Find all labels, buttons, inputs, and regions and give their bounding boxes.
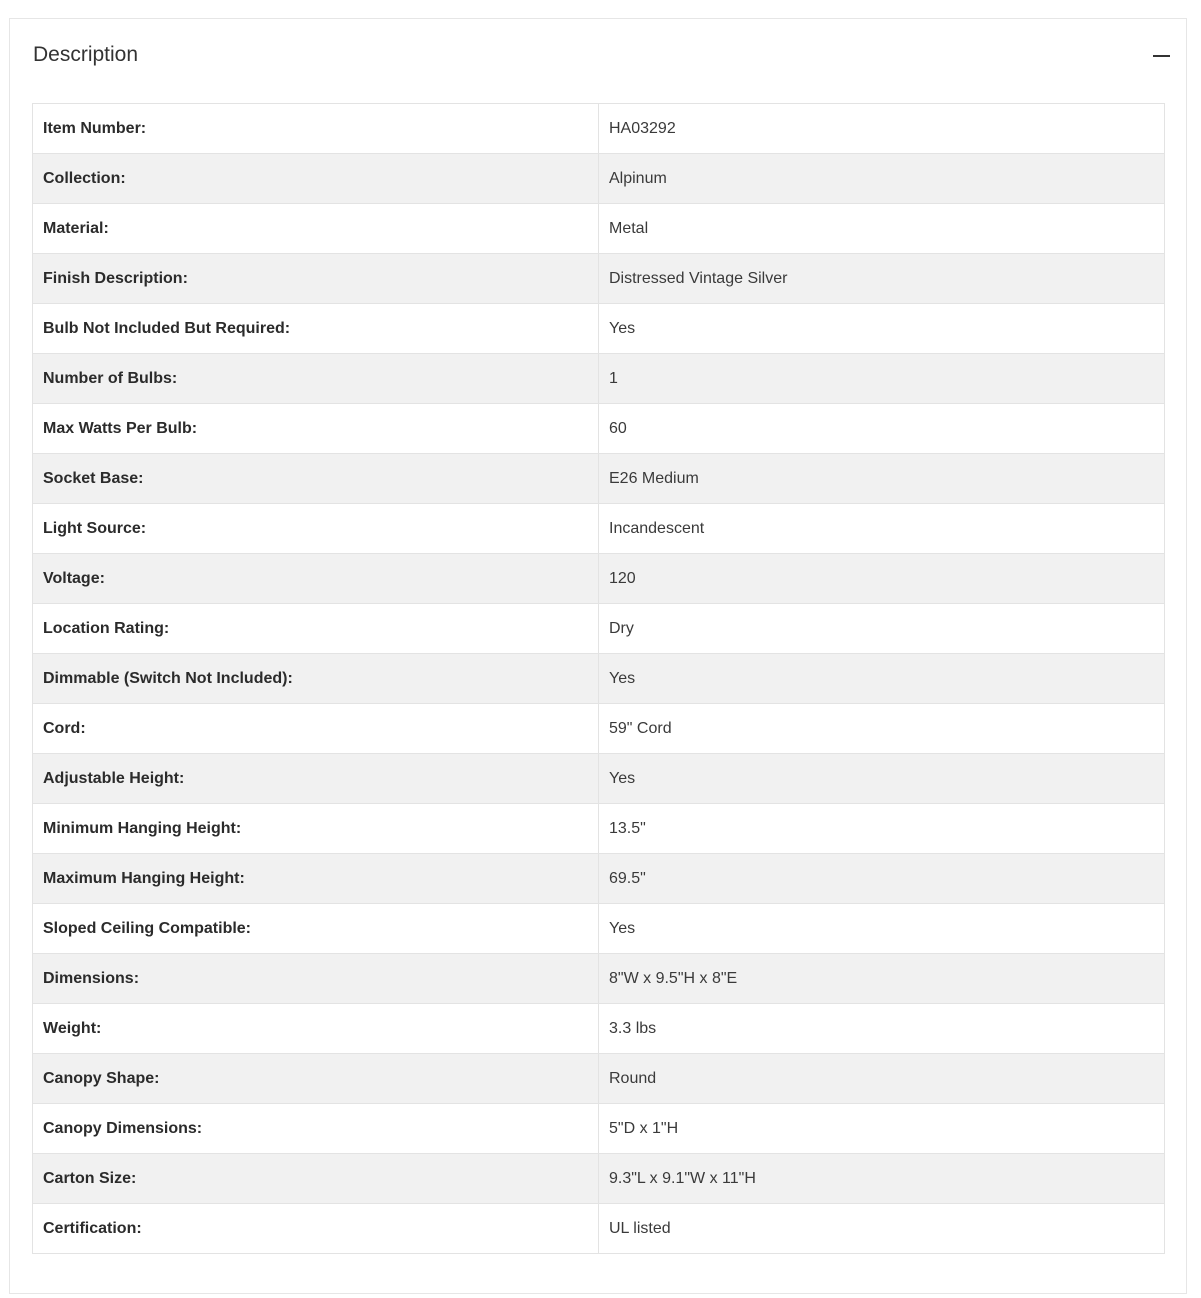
spec-label: Cord: xyxy=(33,704,599,754)
spec-value: HA03292 xyxy=(599,104,1165,154)
spec-value: Distressed Vintage Silver xyxy=(599,254,1165,304)
spec-value: Yes xyxy=(599,754,1165,804)
table-row xyxy=(33,754,1165,804)
table-row xyxy=(33,1204,1165,1254)
spec-value: 60 xyxy=(599,404,1165,454)
table-row xyxy=(33,704,1165,754)
spec-label: Finish Description: xyxy=(33,254,599,304)
spec-label: Sloped Ceiling Compatible: xyxy=(33,904,599,954)
spec-label: Number of Bulbs: xyxy=(33,354,599,404)
table-row xyxy=(33,904,1165,954)
spec-value: UL listed xyxy=(599,1204,1165,1254)
spec-value: E26 Medium xyxy=(599,454,1165,504)
spec-value: Alpinum xyxy=(599,154,1165,204)
spec-value: 9.3"L x 9.1"W x 11"H xyxy=(599,1154,1165,1204)
spec-value: Dry xyxy=(599,604,1165,654)
spec-value: 59" Cord xyxy=(599,704,1165,754)
spec-label: Material: xyxy=(33,204,599,254)
specifications-table-body xyxy=(33,104,1165,1254)
spec-label: Certification: xyxy=(33,1204,599,1254)
spec-value: Yes xyxy=(599,904,1165,954)
spec-value: Incandescent xyxy=(599,504,1165,554)
spec-value: 3.3 lbs xyxy=(599,1004,1165,1054)
spec-value: Round xyxy=(599,1054,1165,1104)
spec-value: Metal xyxy=(599,204,1165,254)
spec-value: 8"W x 9.5"H x 8"E xyxy=(599,954,1165,1004)
spec-label: Minimum Hanging Height: xyxy=(33,804,599,854)
table-row xyxy=(33,404,1165,454)
spec-label: Max Watts Per Bulb: xyxy=(33,404,599,454)
table-row xyxy=(33,804,1165,854)
spec-label: Weight: xyxy=(33,1004,599,1054)
spec-label: Canopy Shape: xyxy=(33,1054,599,1104)
description-panel-header[interactable] xyxy=(10,19,1186,93)
spec-value: 5"D x 1"H xyxy=(599,1104,1165,1154)
table-row xyxy=(33,1004,1165,1054)
spec-label: Maximum Hanging Height: xyxy=(33,854,599,904)
table-row xyxy=(33,254,1165,304)
spec-label: Bulb Not Included But Required: xyxy=(33,304,599,354)
table-row xyxy=(33,204,1165,254)
description-panel xyxy=(9,18,1187,1294)
spec-value: Yes xyxy=(599,654,1165,704)
minus-icon[interactable] xyxy=(1153,55,1170,57)
spec-label: Canopy Dimensions: xyxy=(33,1104,599,1154)
specifications-table xyxy=(32,103,1165,1254)
table-row xyxy=(33,954,1165,1004)
spec-label: Item Number: xyxy=(33,104,599,154)
spec-value: 69.5" xyxy=(599,854,1165,904)
spec-label: Dimensions: xyxy=(33,954,599,1004)
spec-label: Dimmable (Switch Not Included): xyxy=(33,654,599,704)
table-row xyxy=(33,354,1165,404)
table-row xyxy=(33,1054,1165,1104)
table-row xyxy=(33,304,1165,354)
spec-label: Socket Base: xyxy=(33,454,599,504)
table-row xyxy=(33,504,1165,554)
table-row xyxy=(33,1104,1165,1154)
spec-value: 13.5" xyxy=(599,804,1165,854)
spec-label: Collection: xyxy=(33,154,599,204)
table-row xyxy=(33,154,1165,204)
table-row xyxy=(33,554,1165,604)
table-row xyxy=(33,104,1165,154)
panel-title: Description xyxy=(33,43,139,66)
table-row xyxy=(33,454,1165,504)
spec-label: Carton Size: xyxy=(33,1154,599,1204)
table-row xyxy=(33,654,1165,704)
table-row xyxy=(33,1154,1165,1204)
table-row xyxy=(33,854,1165,904)
spec-value: Yes xyxy=(599,304,1165,354)
spec-label: Light Source: xyxy=(33,504,599,554)
spec-label: Location Rating: xyxy=(33,604,599,654)
spec-label: Voltage: xyxy=(33,554,599,604)
spec-value: 1 xyxy=(599,354,1165,404)
spec-value: 120 xyxy=(599,554,1165,604)
table-row xyxy=(33,604,1165,654)
spec-label: Adjustable Height: xyxy=(33,754,599,804)
